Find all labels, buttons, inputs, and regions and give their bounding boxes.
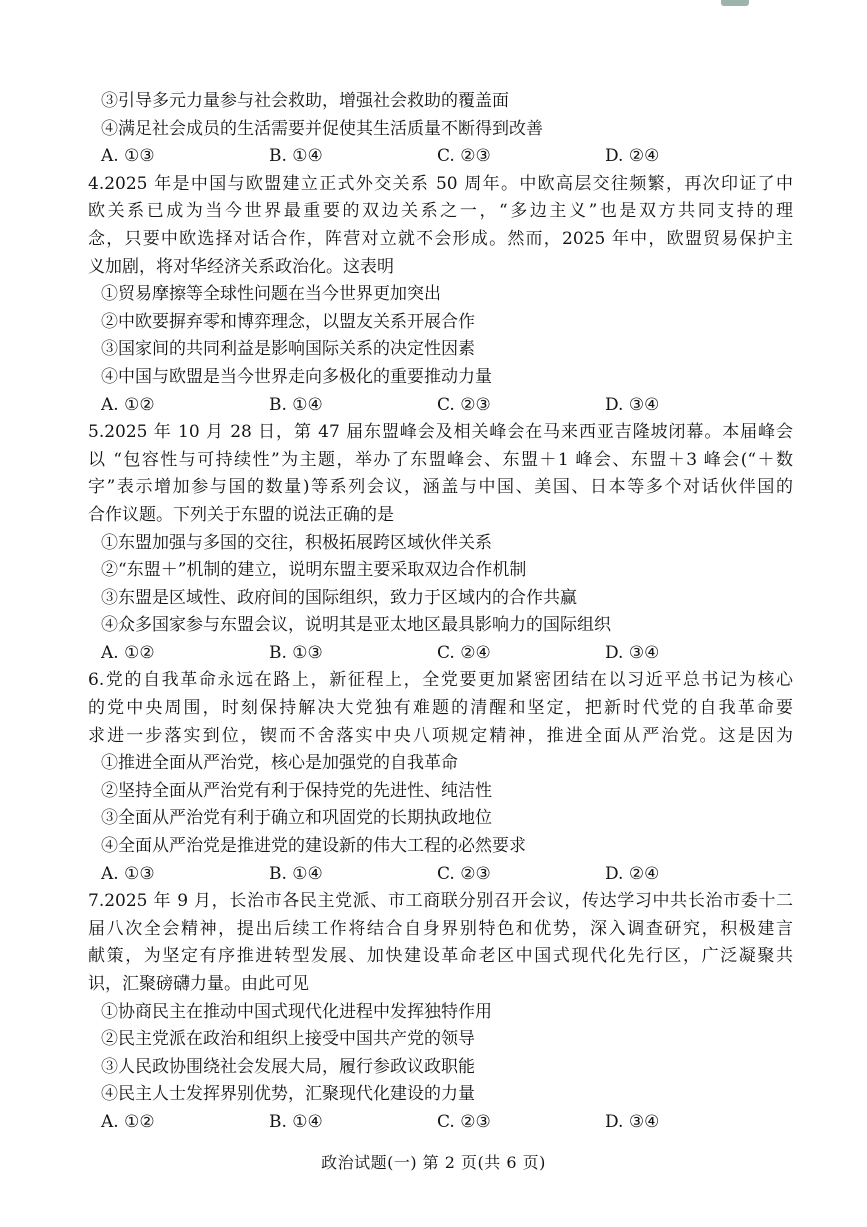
question-stem-line: 字”表示增加参与国的数量)等系列会议，涵盖与中国、美国、日本等多个对话伙伴国的: [88, 477, 793, 498]
option-a: A. ①③: [101, 863, 155, 884]
answer-options: [88, 1109, 793, 1137]
option-c: C. ②③: [437, 1111, 491, 1132]
option-c: C. ②③: [437, 146, 491, 167]
choice-item: ①推进全面从严治党，核心是加强党的自我革命: [101, 753, 458, 774]
carryover-question: [88, 88, 793, 171]
question-4: [88, 171, 793, 419]
question-stem-line: 届八次全会精神，提出后续工作将结合自身界别特色和优势，深入调查研究，积极建言: [88, 918, 793, 939]
question-stem-line: 的党中央周围，时刻保持解决大党独有难题的清醒和坚定，把新时代党的自我革命要: [88, 698, 793, 719]
question-stem-line: 4.2025 年是中国与欧盟建立正式外交关系 50 周年。中欧高层交往频繁，再次印证了中: [88, 173, 793, 194]
option-c: C. ②③: [437, 394, 491, 415]
option-c: C. ②④: [437, 642, 491, 663]
option-b: B. ①④: [269, 146, 323, 167]
option-b: B. ①④: [269, 394, 323, 415]
choice-item: ②坚持全面从严治党有利于保持党的先进性、纯洁性: [101, 780, 492, 801]
choice-item: ①协商民主在推动中国式现代化进程中发挥独特作用: [101, 1001, 492, 1022]
option-b: B. ①③: [269, 642, 323, 663]
question-stem-line: 以 “包容性与可持续性”为主题，举办了东盟峰会、东盟＋1 峰会、东盟＋3 峰会(“＋数: [88, 449, 793, 470]
scan-corner-mark: [721, 0, 749, 6]
question-stem-line: 欧关系已成为当今世界最重要的双边关系之一，“多边主义”也是双方共同支持的理: [88, 201, 793, 222]
choice-item: ④中国与欧盟是当今世界走向多极化的重要推动力量: [101, 366, 492, 387]
choice-item: ②中欧要摒弃零和博弈理念，以盟友关系开展合作: [101, 311, 475, 332]
option-b: B. ①④: [269, 863, 323, 884]
choice-item: ④全面从严治党是推进党的建设新的伟大工程的必然要求: [101, 836, 526, 857]
choice-item: ③全面从严治党有利于确立和巩固党的长期执政地位: [101, 808, 492, 829]
question-stem-line: 献策，为坚定有序推进转型发展、加快建设革命老区中国式现代化先行区，广泛凝聚共: [88, 946, 793, 967]
option-a: A. ①②: [101, 642, 155, 663]
choice-item: ③人民政协围绕社会发展大局，履行参政议政职能: [101, 1056, 475, 1077]
choice-item: ③国家间的共同利益是影响国际关系的决定性因素: [101, 339, 475, 360]
answer-options: [88, 861, 793, 889]
option-d: D. ②④: [605, 146, 660, 167]
answer-options: [88, 143, 793, 171]
choice-item: ③东盟是区域性、政府间的国际组织，致力于区域内的合作共赢: [101, 587, 577, 608]
option-a: A. ①②: [101, 394, 155, 415]
answer-options: [88, 392, 793, 420]
option-a: A. ①③: [101, 146, 155, 167]
option-a: A. ①②: [101, 1111, 155, 1132]
option-d: D. ③④: [605, 394, 660, 415]
question-6: [88, 667, 793, 888]
option-b: B. ①④: [269, 1111, 323, 1132]
question-stem-line: 求进一步落实到位，锲而不舍落实中央八项规定精神，推进全面从严治党。这是因为: [88, 725, 793, 746]
choice-item: ①东盟加强与多国的交往，积极拓展跨区域伙伴关系: [101, 532, 492, 553]
option-d: D. ②④: [605, 863, 660, 884]
choice-item: ②民主党派在政治和组织上接受中国共产党的领导: [101, 1029, 475, 1050]
choice-item: ②“东盟＋”机制的建立，说明东盟主要采取双边合作机制: [101, 560, 527, 581]
choice-item: ④满足社会成员的生活需要并促使其生活质量不断得到改善: [101, 118, 543, 139]
option-d: D. ③④: [605, 1111, 660, 1132]
page-footer: 政治试题(一) 第 2 页(共 6 页): [321, 1153, 546, 1172]
page-content: [88, 88, 793, 1137]
question-stem-line: 7.2025 年 9 月，长治市各民主党派、市工商联分别召开会议，传达学习中共长治市委十二: [88, 891, 793, 912]
option-c: C. ②③: [437, 863, 491, 884]
choice-item: ④民主人士发挥界别优势，汇聚现代化建设的力量: [101, 1084, 475, 1105]
question-stem-line: 6.党的自我革命永远在路上，新征程上，全党要更加紧密团结在以习近平总书记为核心: [88, 670, 793, 691]
choice-item: ①贸易摩擦等全球性问题在当今世界更加突出: [101, 284, 441, 305]
question-stem-line: 5.2025 年 10 月 28 日，第 47 届东盟峰会及相关峰会在马来西亚吉隆坡闭幕。本届峰会: [88, 422, 793, 443]
choice-item: ③引导多元力量参与社会救助，增强社会救助的覆盖面: [101, 91, 509, 111]
option-d: D. ③④: [605, 642, 660, 663]
question-stem-line: 念，只要中欧选择对话合作，阵营对立就不会形成。然而，2025 年中，欧盟贸易保护主: [88, 228, 793, 249]
question-stem-line: 识，汇聚磅礴力量。由此可见: [88, 974, 309, 994]
question-7: [88, 888, 793, 1136]
choice-item: ④众多国家参与东盟会议，说明其是亚太地区最具影响力的国际组织: [101, 615, 611, 636]
question-stem-line: 义加剧，将对华经济关系政治化。这表明: [88, 256, 394, 277]
question-stem-line: 合作议题。下列关于东盟的说法正确的是: [88, 504, 394, 525]
question-5: [88, 419, 793, 667]
answer-options: [88, 640, 793, 668]
